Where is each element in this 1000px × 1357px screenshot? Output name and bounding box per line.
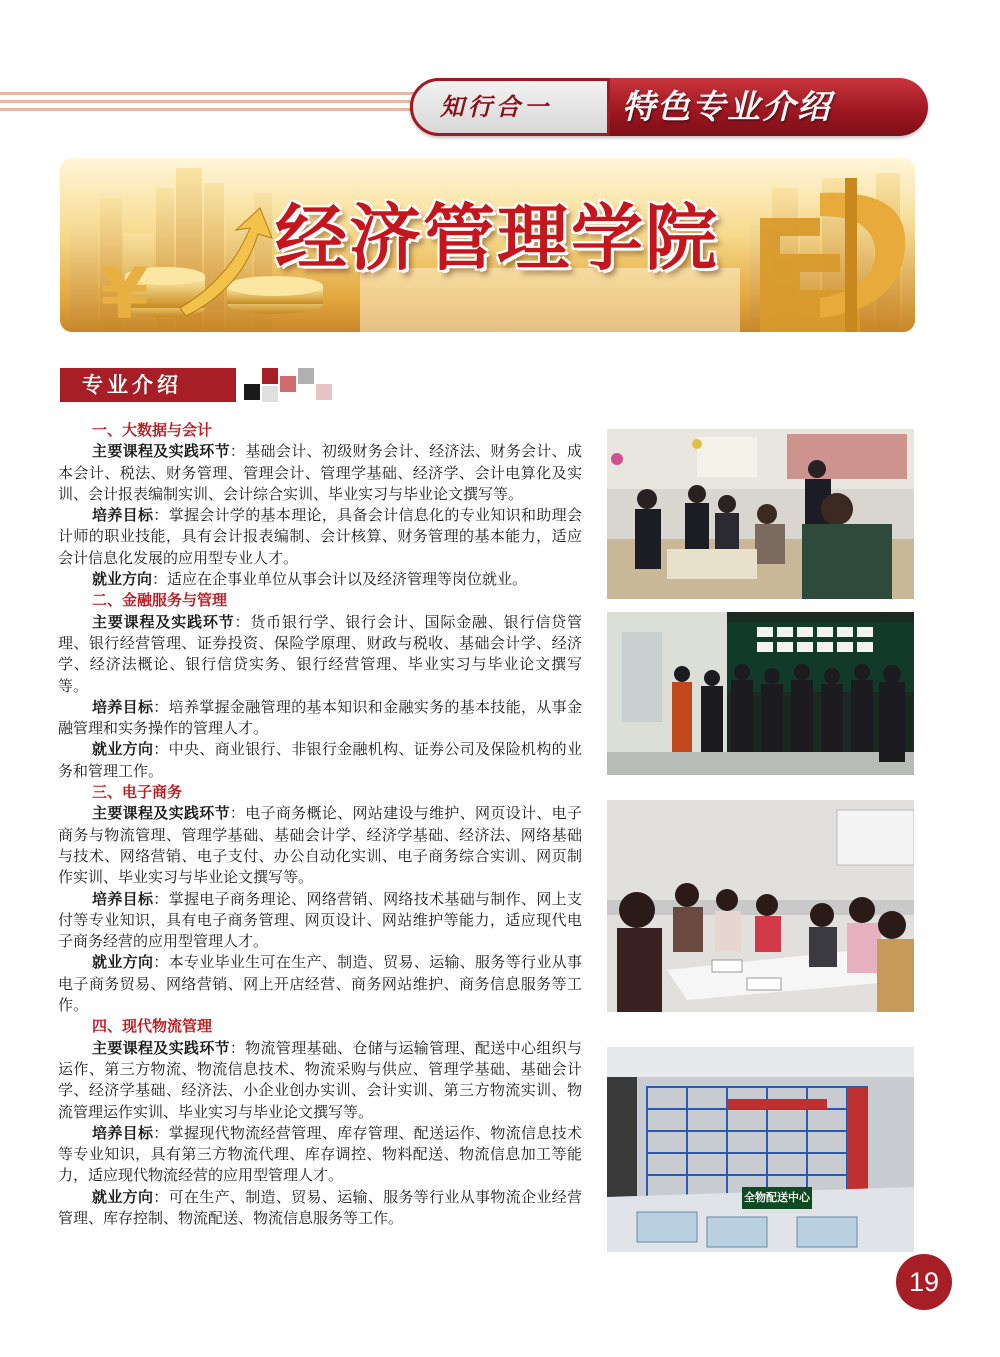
photo-accounting-class bbox=[607, 429, 914, 599]
goal-label: 培养目标 bbox=[92, 889, 154, 908]
major-courses: 主要课程及实践环节：基础会计、初级财务会计、经济法、财务会计、成本会计、税法、财务管理、管理会计、管理学基础、经济学、会计电算化及实训、会计报表编制实训、会计综合实训、毕业实习与毕业论文撰写等。 bbox=[58, 442, 582, 503]
deco-square bbox=[280, 376, 296, 392]
major-heading: 四、现代物流管理 bbox=[92, 1017, 213, 1036]
major-goal: 培养目标：掌握会计学的基本理论，具备会计信息化的专业知识和助理会计师的职业技能，具有会计报表编制、会计核算、财务管理的基本能力，适应会计信息化发展的应用型专业人才。 bbox=[58, 506, 582, 567]
photo-ecommerce-meeting bbox=[607, 800, 914, 1012]
job-label: 就业方向 bbox=[92, 570, 153, 589]
job-label: 就业方向 bbox=[92, 1187, 154, 1206]
hero-banner bbox=[60, 158, 915, 332]
hero-title: 经济管理学院 bbox=[275, 196, 720, 280]
deco-square bbox=[262, 386, 278, 402]
courses-label: 主要课程及实践环节 bbox=[92, 1038, 230, 1057]
courses-label: 主要课程及实践环节 bbox=[92, 442, 230, 461]
header-stripes bbox=[0, 92, 440, 124]
majors-text-column bbox=[58, 420, 582, 1229]
goal-label: 培养目标 bbox=[92, 697, 154, 716]
major-courses: 主要课程及实践环节：货币银行学、银行会计、国际金融、银行信贷管理、银行经营管理、证券投资、保险学原理、财政与税收、基础会计学、经济学、经济法概论、银行信贷实务、银行经营管理、毕业实习与毕业论文撰写等。 bbox=[58, 612, 582, 695]
header-left-label: 知行合一 bbox=[440, 92, 552, 121]
major-goal: 培养目标：培养掌握金融管理的基本知识和金融实务的基本技能，从事金融管理和实务操作的管理人才。 bbox=[58, 697, 582, 738]
major-heading: 一、大数据与会计 bbox=[92, 421, 213, 439]
job-label: 就业方向 bbox=[92, 740, 154, 759]
yen-icon: ¥ bbox=[100, 253, 149, 332]
photo-bank-visit bbox=[607, 612, 914, 775]
page-number: 19 bbox=[896, 1254, 952, 1310]
logistics-sign: 全物配送中心 bbox=[744, 1191, 810, 1204]
job-label: 就业方向 bbox=[92, 953, 154, 972]
deco-square bbox=[262, 368, 278, 384]
deco-square bbox=[298, 368, 314, 384]
major-goal: 培养目标：掌握电子商务理论、网络营销、网络技术基础与制作、网上支付等专业知识，具有电子商务管理、网页设计、网站维护等能力，适应现代电子商务经营的应用型管理人才。 bbox=[58, 889, 582, 951]
major-job: 就业方向：适应在企事业单位从事会计以及经济管理等岗位就业。 bbox=[92, 570, 528, 589]
major-job: 就业方向：可在生产、制造、贸易、运输、服务等行业从事物流企业经营管理、库存控制、物流配送、物流信息服务等工作。 bbox=[58, 1187, 582, 1227]
major-job: 就业方向：本专业毕业生可在生产、制造、贸易、运输、服务等行业从事电子商务贸易、网络营销、网上开店经营、商务网站维护、商务信息服务等工作。 bbox=[58, 953, 582, 1015]
deco-square bbox=[316, 384, 332, 400]
deco-square bbox=[244, 384, 260, 400]
courses-label: 主要课程及实践环节 bbox=[92, 804, 230, 823]
goal-label: 培养目标 bbox=[92, 1123, 154, 1142]
major-courses: 主要课程及实践环节：物流管理基础、仓储与运输管理、配送中心组织与运作、第三方物流、物流信息技术、物流采购与供应、管理学基础、基础会计学、经济学基础、经济法、小企业创办实训、会计实训、第三方物流实训、物流管理运作实训、毕业实习与毕业论文撰写等。 bbox=[58, 1038, 582, 1121]
photo-logistics-center bbox=[607, 1047, 914, 1252]
major-courses: 主要课程及实践环节：电子商务概论、网站建设与维护、网页设计、电子商务与物流管理、管理学基础、基础会计学、经济学基础、经济法、网络基础与技术、网络营销、电子支付、办公自动化实训、电子商务综合实训、网页制作实训、毕业实习与毕业论文撰写等。 bbox=[58, 804, 582, 887]
major-heading: 三、电子商务 bbox=[92, 783, 183, 802]
courses-label: 主要课程及实践环节 bbox=[92, 612, 235, 631]
header-right-label: 特色专业介绍 bbox=[622, 87, 832, 126]
goal-label: 培养目标 bbox=[92, 506, 154, 525]
major-goal: 培养目标：掌握现代物流经营管理、库存管理、配送运作、物流信息技术等专业知识，具有第三方物流代理、库存调控、物料配送、物流信息加工等能力，适应现代物流经营的应用型管理人才。 bbox=[58, 1123, 582, 1185]
major-job: 就业方向：中央、商业银行、非银行金融机构、证券公司及保险机构的业务和管理工作。 bbox=[58, 740, 582, 780]
section-title: 专业介绍 bbox=[60, 368, 236, 402]
major-heading: 二、金融服务与管理 bbox=[92, 591, 228, 610]
